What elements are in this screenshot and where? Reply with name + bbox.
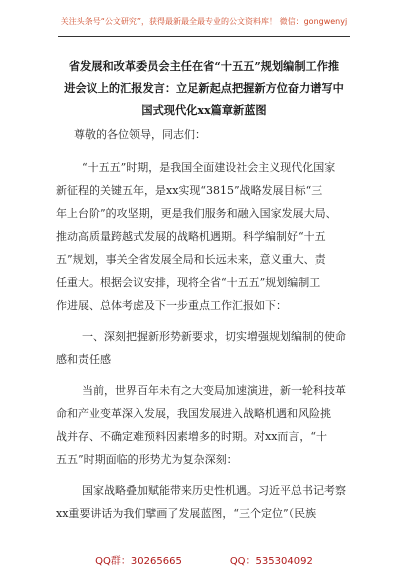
body-line: 作进展、总体考虑及下一步重点工作汇报如下： [56, 299, 287, 312]
body-line: 年上台阶”的攻坚期，更是我们服务和融入国家发展大局、 [56, 207, 337, 220]
body-line: 命和产业变革深入发展，我国发展进入战略机遇和风险挑 [56, 407, 331, 420]
body-line: “十五五”时期，是我国全面建设社会主义现代化国家 [82, 161, 336, 174]
section-heading-line: 感和责任感 [56, 353, 111, 366]
title-line-1: 省发展和改革委员会主任在省“十五五”规划编制工作推 [68, 59, 340, 73]
title-line-2: 进会议上的汇报发言：立足新起点把握新方位奋力谱写中 [64, 81, 344, 95]
document-title [52, 55, 356, 121]
header-banner: 关注头条号“公文研究”，获得最新最全最专业的公文资料库！ 微信：gongwenyj [60, 17, 348, 26]
body-line: 战并存、不确定难预料因素增多的时期。对xx而言，“十 [56, 430, 328, 443]
salutation: 尊敬的各位领导，同志们： [74, 128, 206, 141]
body-line: 推动高质量跨越式发展的战略机遇期。科学编制好“十五 [56, 230, 326, 243]
header-divider [58, 36, 350, 37]
footer-qq-group: QQ群：30265665 [95, 556, 182, 567]
body-line: xx重要讲话为我们擘画了发展蓝图，“三个定位”（民族 [56, 507, 317, 520]
title-line-3: 国式现代化xx篇章新蓝图 [141, 103, 267, 117]
section-heading-line: 一、深刻把握新形势新要求，切实增强规划编制的使命 [82, 330, 346, 343]
body-line: 当前，世界百年未有之大变局加速演进，新一轮科技革 [82, 384, 346, 397]
footer-qq: QQ：535304092 [229, 556, 313, 567]
footer-contact [0, 552, 408, 567]
body-line: 新征程的关键五年，是xx实现“3815”战略发展目标“三 [56, 184, 323, 197]
body-line: 五”规划，事关全省发展全局和长远未来，意义重大、责 [56, 253, 326, 266]
body-line: 国家战略叠加赋能带来历史性机遇。习近平总书记考察 [82, 484, 346, 497]
body-line: 五五”时期面临的形势尤为复杂深刻： [56, 453, 238, 466]
body-line: 任重大。根据会议安排，现将全省“十五五”规划编制工 [56, 276, 321, 289]
